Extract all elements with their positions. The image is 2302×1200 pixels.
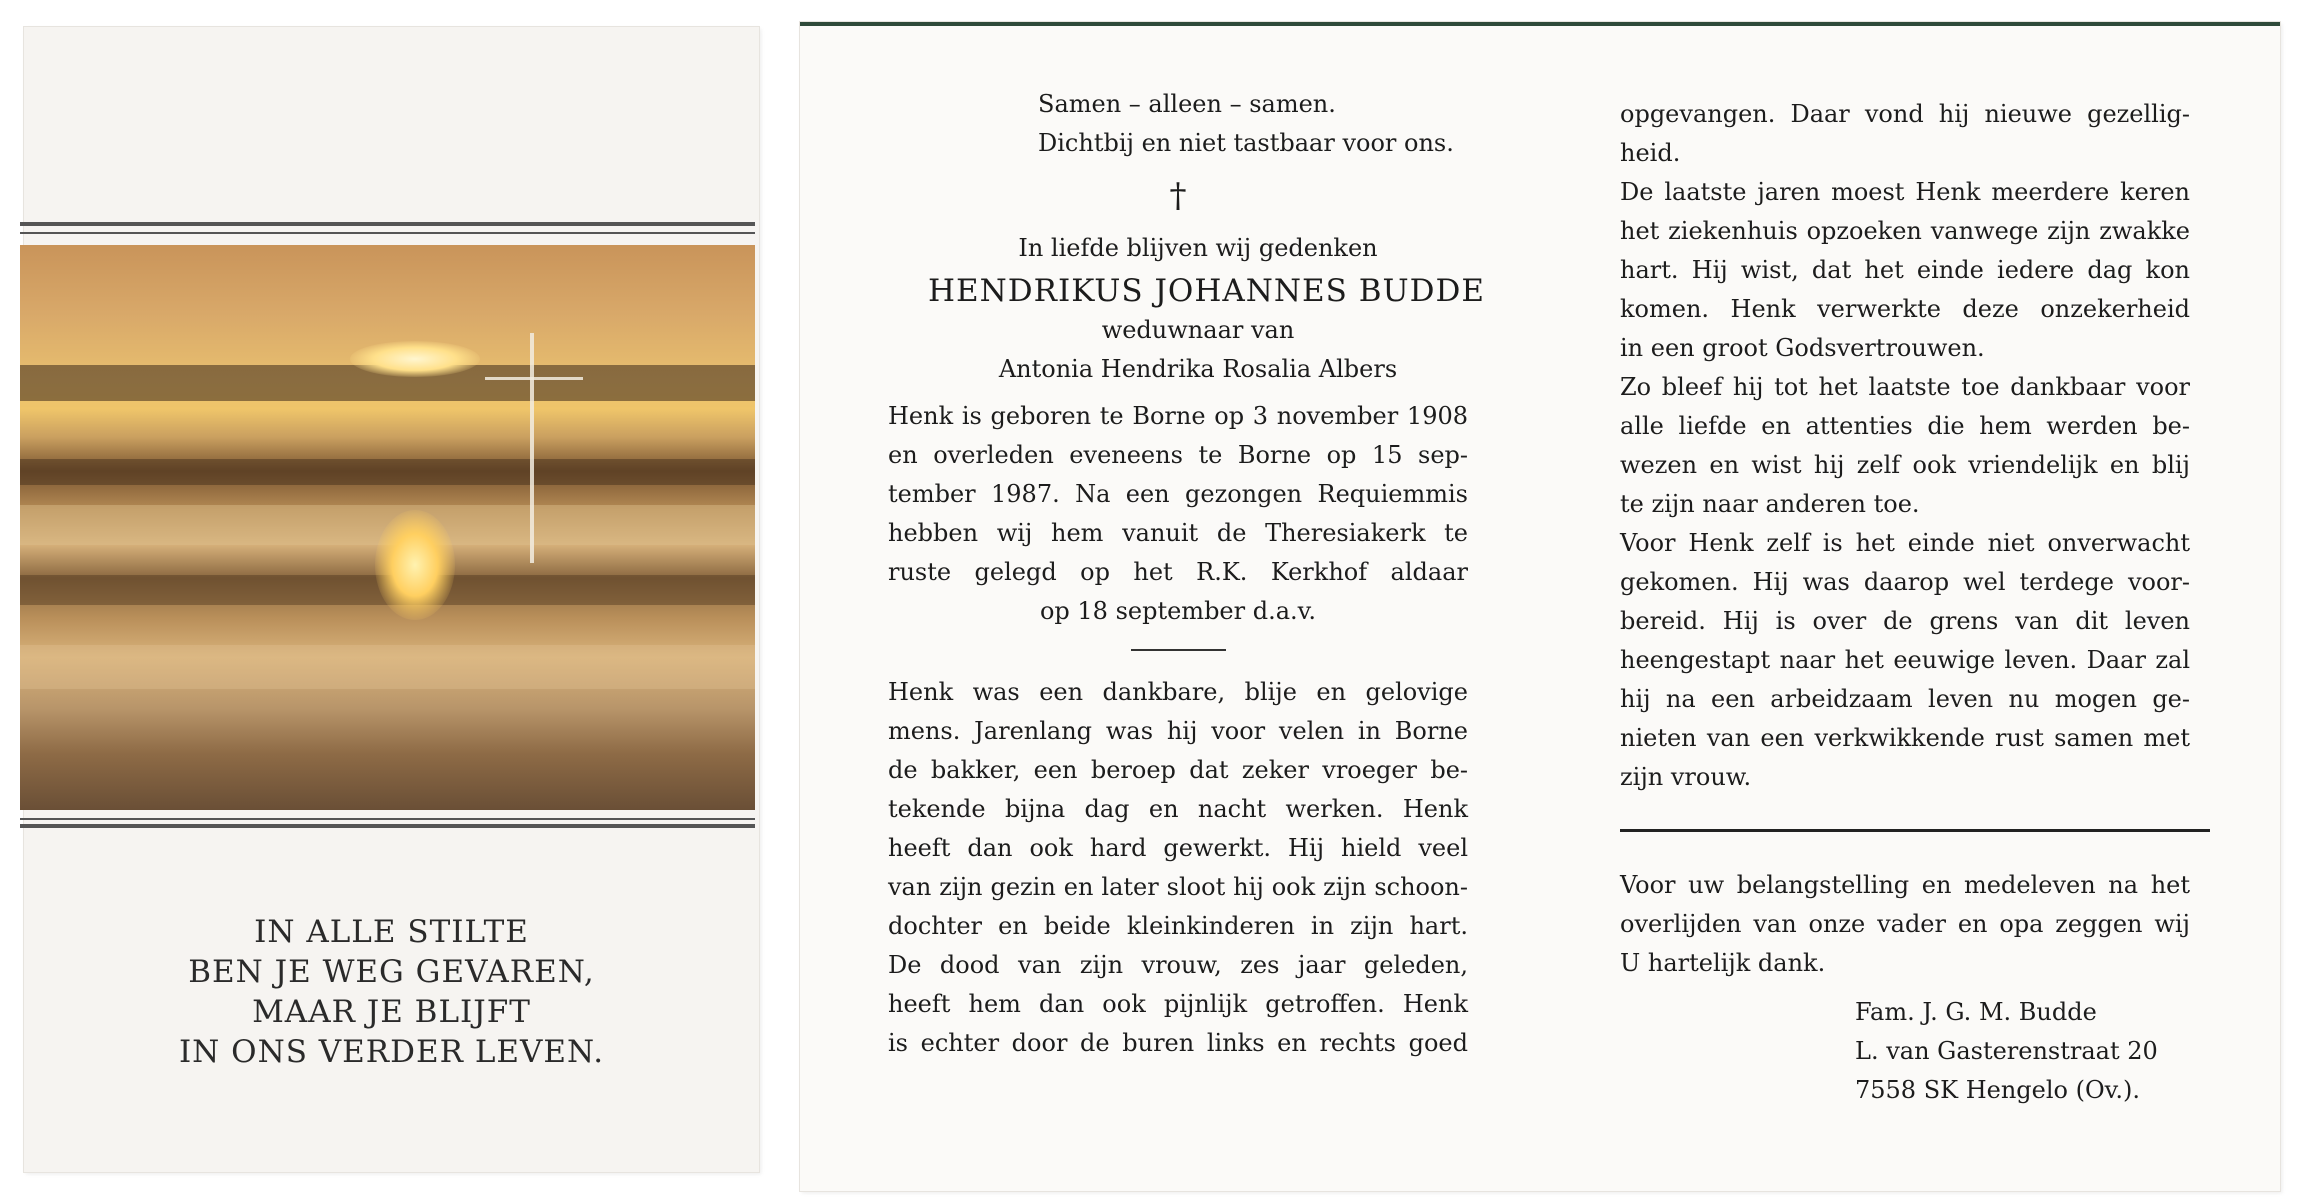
text-line: is echter door de buren links en rechts goed xyxy=(888,1029,1468,1057)
cross-icon xyxy=(530,333,534,563)
text-line: overlijden van onze vader en opa zeggen wij xyxy=(1620,910,2190,938)
text-line: tember 1987. Na een gezongen Requiemmis xyxy=(888,480,1468,508)
text-line: wezen en wist hij zelf ook vriendelijk en blij xyxy=(1620,451,2190,479)
signature-line: Fam. J. G. M. Budde xyxy=(1855,998,2097,1026)
text-line: mens. Jarenlang was hij voor velen in Borne xyxy=(888,717,1468,745)
signature-line: L. van Gasterenstraat 20 xyxy=(1855,1037,2158,1065)
right-column xyxy=(1620,95,2190,1110)
details-paragraph xyxy=(888,397,1468,631)
divider xyxy=(1620,829,2210,832)
poem-line: Dichtbij en niet tastbaar voor ons. xyxy=(1038,129,1454,157)
sunset-photo xyxy=(20,245,755,810)
text-line: hij na een arbeidzaam leven nu mogen ge- xyxy=(1620,685,2190,713)
text-line: gekomen. Hij was daarop wel terdege voor- xyxy=(1620,568,2190,596)
text-line: bereid. Hij is over de grens van dit leven xyxy=(1620,607,2190,635)
text-line: heeft dan ook hard gewerkt. Hij hield veel xyxy=(888,834,1468,862)
signature-line: 7558 SK Hengelo (Ov.). xyxy=(1855,1076,2140,1104)
text-line: dochter en beide kleinkinderen in zijn hart. xyxy=(888,912,1468,940)
text-line: U hartelijk dank. xyxy=(1620,949,1826,977)
text-line: alle liefde en attenties die hem werden be- xyxy=(1620,412,2190,440)
text-line: nieten van een verkwikkende rust samen met xyxy=(1620,724,2190,752)
photo-top-rule xyxy=(20,222,755,226)
text-line: Henk is geboren te Borne op 3 november 1908 xyxy=(888,402,1468,430)
thanks-paragraph xyxy=(1620,866,2190,983)
spouse-name: Antonia Hendrika Rosalia Albers xyxy=(998,355,1398,383)
deceased-name: HENDRIKUS JOHANNES BUDDE xyxy=(928,273,1485,309)
signature-block xyxy=(1620,993,2190,1110)
relation-line: weduwnaar van xyxy=(1101,316,1295,344)
text-line: hart. Hij wist, dat het einde iedere dag kon xyxy=(1620,256,2190,284)
text-line: het ziekenhuis opzoeken vanwege zijn zwakke xyxy=(1620,217,2190,245)
text-line: zijn vrouw. xyxy=(1620,763,1752,791)
photo-top-rule-thin xyxy=(20,232,755,234)
intro-line: In liefde blijven wij gedenken xyxy=(1018,234,1378,262)
verse-line: MAAR JE BLIJFT xyxy=(252,994,531,1030)
verse-line: BEN JE WEG GEVAREN, xyxy=(188,954,595,990)
text-line: De dood van zijn vrouw, zes jaar geleden, xyxy=(888,951,1468,979)
front-verse xyxy=(0,912,783,1072)
text-line: Henk was een dankbare, blije en gelovige xyxy=(888,678,1468,706)
divider xyxy=(1131,649,1226,651)
verse-line: IN ALLE STILTE xyxy=(254,914,529,950)
text-line: heeft hem dan ook pijnlijk getroffen. Henk xyxy=(888,990,1468,1018)
text-line: opgevangen. Daar vond hij nieuwe gezellig- xyxy=(1620,100,2190,128)
text-line: heengestapt naar het eeuwige leven. Daar zal xyxy=(1620,646,2190,674)
verse-line: IN ONS VERDER LEVEN. xyxy=(178,1034,605,1070)
poem-line: Samen – alleen – samen. xyxy=(1038,90,1336,118)
text-line: De laatste jaren moest Henk meerdere keren xyxy=(1620,178,2190,206)
story-paragraph xyxy=(888,673,1468,1063)
left-column xyxy=(888,85,1485,1063)
story-continued xyxy=(1620,95,2190,797)
text-line: op 18 september d.a.v. xyxy=(1039,597,1317,625)
text-line: in een groot Godsvertrouwen. xyxy=(1620,334,1985,362)
text-line: komen. Henk verwerkte deze onzekerheid xyxy=(1620,295,2190,323)
text-line: Voor uw belangstelling en medeleven na het xyxy=(1620,871,2190,899)
text-line: tekende bijna dag en nacht werken. Henk xyxy=(888,795,1468,823)
photo-bottom-rule-thin xyxy=(20,818,755,820)
cross-icon: † xyxy=(1169,176,1187,216)
text-line: Voor Henk zelf is het einde niet onverwacht xyxy=(1620,529,2190,557)
text-line: te zijn naar anderen toe. xyxy=(1620,490,1920,518)
text-line: van zijn gezin en later sloot hij ook zijn schoon- xyxy=(888,873,1468,901)
text-line: ruste gelegd op het R.K. Kerkhof aldaar xyxy=(888,558,1468,586)
text-line: heid. xyxy=(1620,139,1681,167)
text-line: de bakker, een beroep dat zeker vroeger be- xyxy=(888,756,1468,784)
photo-bottom-rule xyxy=(20,824,755,828)
text-line: hebben wij hem vanuit de Theresiakerk te xyxy=(888,519,1468,547)
text-line: Zo bleef hij tot het laatste toe dankbaar voor xyxy=(1620,373,2190,401)
text-line: en overleden eveneens te Borne op 15 sep- xyxy=(888,441,1468,469)
